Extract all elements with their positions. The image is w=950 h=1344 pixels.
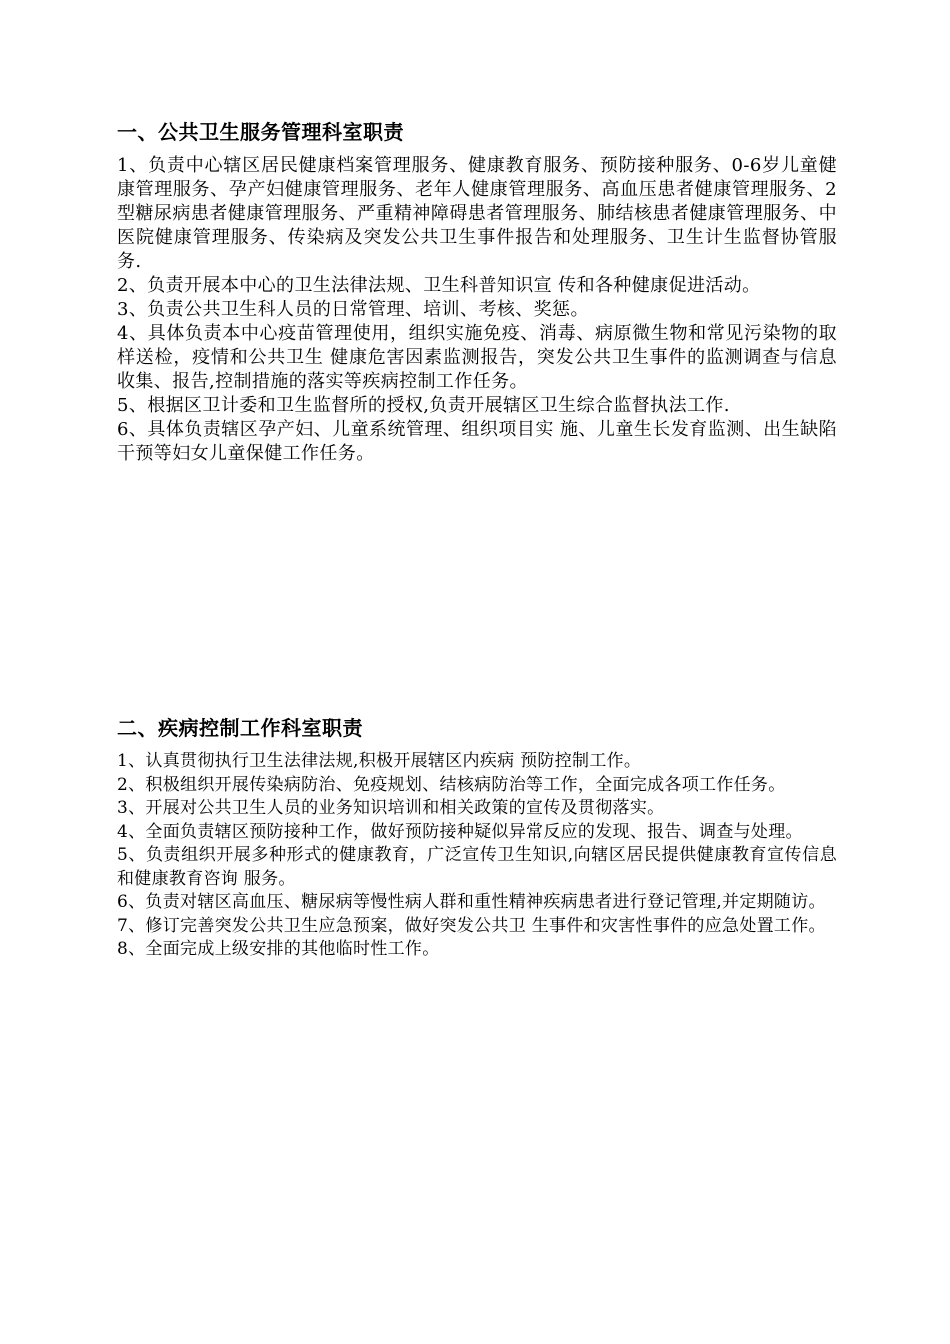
duty-item: 1、负责中心辖区居民健康档案管理服务、健康教育服务、预防接种服务、0-6岁儿童健康管理服务、孕产妇健康管理服务、老年人健康管理服务、高血压患者健康管理服务、2型糖尿病患者健康管理服务、严重精神障碍患者管理服务、肺结核患者健康管理服务、中医院健康管理服务、传染病及突发公共卫生事件报告和处理服务、卫生计生监督协管服务. xyxy=(117,155,837,272)
duty-item: 3、负责公共卫生科人员的日常管理、培训、考核、奖惩。 xyxy=(117,299,589,320)
duty-item: 8、全面完成上级安排的其他临时性工作。 xyxy=(117,939,440,959)
duty-item: 4、具体负责本中心疫苗管理使用，组织实施免疫、消毒、病原微生物和常见污染物的取样送检，疫情和公共卫生 健康危害因素监测报告，突发公共卫生事件的监测调查与信息收集、报告,控制措施的落实等疾病控制工作任务。 xyxy=(117,323,837,392)
duty-item: 1、认真贯彻执行卫生法律法规,积极开展辖区内疾病 预防控制工作。 xyxy=(117,751,642,771)
section-public-health-duties xyxy=(117,118,837,466)
duty-item: 6、具体负责辖区孕产妇、儿童系统管理、组织项目实 施、儿童生长发育监测、出生缺陷干预等妇女儿童保健工作任务。 xyxy=(117,419,837,464)
section-title: 二、疾病控制工作科室职责 xyxy=(117,716,363,740)
duty-item: 2、负责开展本中心的卫生法律法规、卫生科普知识宣 传和各种健康促进活动。 xyxy=(117,275,761,296)
duty-item: 6、负责对辖区高血压、糖尿病等慢性病人群和重性精神疾病患者进行登记管理,并定期随访。 xyxy=(117,892,826,912)
section-disease-control-duties xyxy=(117,714,837,962)
duty-item: 5、负责组织开展多种形式的健康教育，广泛宣传卫生知识,向辖区居民提供健康教育宣传信息和健康教育咨询 服务。 xyxy=(117,845,837,889)
duty-item: 7、修订完善突发公共卫生应急预案，做好突发公共卫 生事件和灾害性事件的应急处置工作。 xyxy=(117,915,826,936)
duty-item: 5、根据区卫计委和卫生监督所的授权,负责开展辖区卫生综合监督执法工作. xyxy=(117,395,730,416)
duty-item: 2、积极组织开展传染病防治、免疫规划、结核病防治等工作，全面完成各项工作任务。 xyxy=(117,774,786,795)
duty-item: 4、全面负责辖区预防接种工作，做好预防接种疑似异常反应的发现、报告、调查与处理。 xyxy=(117,821,803,842)
duty-item: 3、开展对公共卫生人员的业务知识培训和相关政策的宣传及贯彻落实。 xyxy=(117,798,665,818)
section-title: 一、公共卫生服务管理科室职责 xyxy=(117,120,404,144)
